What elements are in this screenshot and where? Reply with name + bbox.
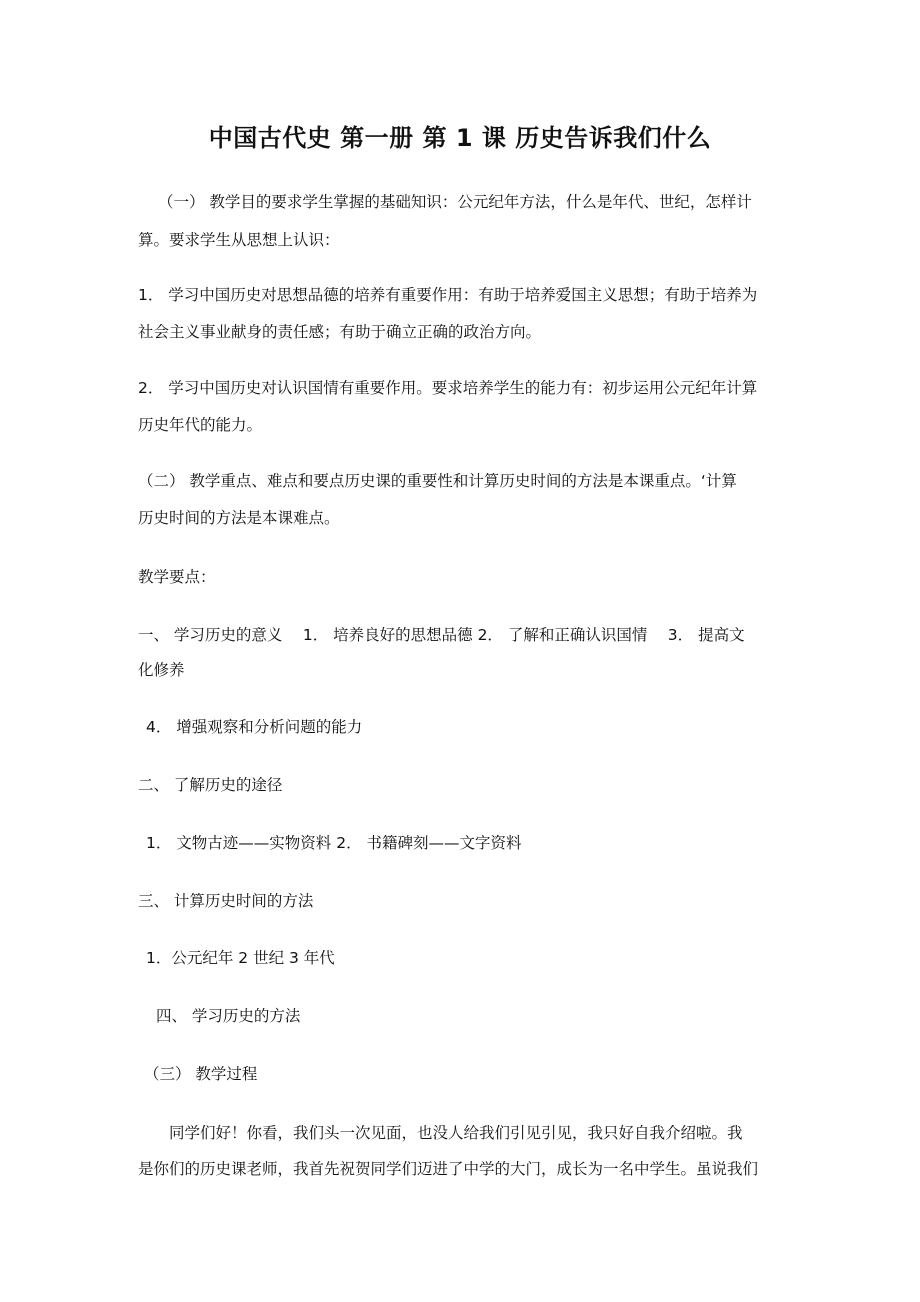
- objectives-line-2: 算。要求学生从思想上认识：: [138, 231, 340, 249]
- keypoints-line-2: 历史时间的方法是本课难点。: [138, 509, 340, 527]
- process-heading: （三） 教学过程: [144, 1065, 258, 1083]
- item1-line-1: 1． 学习中国历史对思想品德的培养有重要作用：有助于培养爱国主义思想；有助于培养为: [138, 286, 758, 304]
- keypoints-line-1: （二） 教学重点、难点和要点历史课的重要性和计算历史时间的方法是本课重点。‘计算: [138, 472, 737, 490]
- section-3-heading: 三、 计算历史时间的方法: [138, 892, 314, 910]
- section-1-line-2: 化修养: [138, 661, 185, 679]
- item2-line-2: 历史年代的能力。: [138, 416, 263, 434]
- section-1-line-1: 一、 学习历史的意义 1． 培养良好的思想品德 2． 了解和正确认识国情 3． 提高文: [138, 626, 745, 644]
- item1-line-2: 社会主义事业献身的责任感；有助于确立正确的政治方向。: [138, 323, 542, 341]
- section-1-line-3: 4． 增强观察和分析问题的能力: [146, 718, 363, 736]
- item2-line-1: 2． 学习中国历史对认识国情有重要作用。要求培养学生的能力有：初步运用公元纪年计算: [138, 379, 758, 397]
- speech-line-2: 是你们的历史课老师，我首先祝贺同学们迈进了中学的大门，成长为一名中学生。虽说我们: [138, 1160, 759, 1178]
- section-4-heading: 四、 学习历史的方法: [156, 1007, 301, 1025]
- section-2-heading: 二、 了解历史的途径: [138, 776, 283, 794]
- document-title: 中国古代史 第一册 第 1 课 历史告诉我们什么: [208, 124, 712, 152]
- section-2-items: 1． 文物古迹——实物资料 2． 书籍碑刻——文字资料: [146, 834, 522, 852]
- section-3-items: 1．公元纪年 2 世纪 3 年代: [146, 949, 335, 967]
- speech-line-1: 同学们好！你看，我们头一次见面，也没人给我们引见引见，我只好自我介绍啦。我: [138, 1124, 743, 1142]
- objectives-line-1: （一） 教学目的要求学生掌握的基础知识：公元纪年方法，什么是年代、世纪，怎样计: [158, 193, 752, 211]
- teaching-points-heading: 教学要点：: [138, 568, 216, 586]
